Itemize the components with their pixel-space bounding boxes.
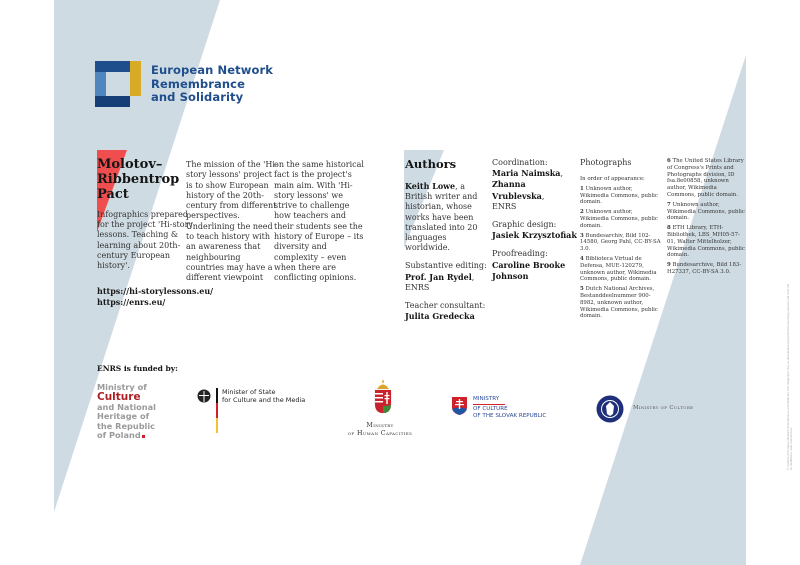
sk-line-1: MINISTRY [473, 396, 500, 402]
mission-text-col-2: on the same historical fact is the project's main aim. With 'Hi-story lessons' we strive to challenge how teachers and their students see the history of Europe – its diversity and complexity – even when there are conflicting opinions. [274, 160, 364, 283]
photographs-intro: In order of appearance: [580, 176, 645, 182]
slovakia-ministry-text [473, 396, 546, 420]
design-label: Graphic design: [492, 220, 557, 230]
hungarian-coat-of-arms-icon [374, 380, 392, 414]
photographs-section-continued [667, 158, 747, 279]
pl-red-dot-icon [142, 435, 145, 438]
photo-credit-text: Unknown author, Wikimedia Commons, public domain. [667, 201, 745, 222]
teacher-label: Teacher consultant: [405, 301, 486, 311]
editing-label: Substantive editing: [405, 261, 487, 271]
pl-line-3: and National [97, 402, 156, 413]
sk-line-3: OF THE SLOVAK REPUBLIC [473, 412, 547, 419]
funded-by-label: ENRS is funded by: [97, 364, 178, 373]
credits-section [492, 158, 577, 282]
romania-ministry-text: Ministry of Culture [633, 405, 694, 411]
author-entry [405, 181, 490, 253]
pl-line-1: Ministry of [97, 382, 147, 392]
logo-line-2: Remembrance [151, 76, 245, 91]
photo-credit-text: The United States Library of Congress's Prints and Photographs division, ID fsa.8e00858, unknown author, Wikimedia Commons, public domain. [667, 158, 744, 198]
teacher-name: Julita Gredecka [405, 311, 475, 322]
photo-credit-number: 5 [580, 286, 584, 293]
photo-credit [667, 225, 747, 259]
photographs-heading: Photographs [580, 158, 632, 167]
slovakia-ministry-logo [452, 396, 592, 422]
teacher-entry [405, 301, 490, 322]
pl-line-5: the Republic [97, 420, 156, 431]
copyright-notice: © Institute of European Network Remembrance and Solidarity. This infographic may be downloaded and printed for teaching purposes and must not be modified or used commercially. [787, 283, 793, 470]
author-description: , a British writer and historian, whose works have been translated into 20 languages worldwide. [405, 182, 478, 253]
photo-credit-number: 2 [580, 209, 584, 216]
sk-line-2: OF CULTURE [473, 405, 508, 412]
photo-credit [580, 256, 662, 283]
photo-credit-text: Biblioteca Virtual de Defensa, MUE-120279, unknown author, Wikimedia Commons, public domain. [580, 255, 657, 283]
photo-credit-number: 4 [580, 255, 584, 262]
editing-name: Prof. Jan Rydel [405, 271, 472, 282]
proofreading-entry [492, 249, 577, 282]
hu-line-1: Ministry [366, 422, 394, 429]
title-block [97, 157, 193, 271]
photo-credit-text: Unknown author, Wikimedia Commons, public domain. [580, 185, 658, 206]
romania-ministry-logo [596, 395, 726, 425]
proofreading-label: Proofreading: [492, 249, 548, 259]
pl-line-4: Heritage of [97, 411, 150, 422]
photo-credit [580, 286, 662, 320]
photo-credit-number: 6 [667, 158, 671, 164]
authors-section [405, 157, 490, 322]
title-line-3: Pact [97, 187, 129, 202]
hungary-ministry-text [330, 422, 430, 438]
author-name: Keith Lowe [405, 181, 456, 191]
links [97, 286, 213, 307]
slovak-coat-of-arms-icon [452, 397, 467, 415]
enrs-logo-text [151, 64, 273, 105]
photo-credit [580, 233, 662, 253]
design-name: Jasiek Krzysztofiak [492, 230, 577, 241]
photo-credit [667, 202, 747, 222]
enrs-logo-mark-icon [95, 61, 141, 107]
photo-credit-number: 8 [667, 225, 671, 232]
photo-credit-text: Dutch National Archives, Bestanddeelnummer 900-8982, unknown author, Wikimedia Commons, public domain. [580, 286, 658, 320]
photo-credit-text: Bundesarchive, Bild 183-H27337, CC-BY-SA 3.0. [667, 262, 742, 275]
photographs-section [580, 158, 662, 323]
title-subtitle: Infographics prepared for the project 'Hi-story lessons. Teaching & learning about 20th-century European history'. [97, 210, 193, 271]
germany-ministry-text [222, 388, 305, 405]
photo-credit-text: Bundesarchiv, Bild 102-14580, Georg Pahl, CC-BY-SA 3.0. [580, 232, 661, 253]
page-title [97, 157, 193, 202]
logo-line-1: European Network [151, 63, 273, 77]
photo-credit [667, 158, 747, 199]
hungary-ministry-logo [330, 380, 430, 440]
romanian-government-seal-icon [596, 395, 624, 423]
coordination-label: Coordination: [492, 158, 548, 167]
proofreading-name: Caroline Brooke Johnson [492, 259, 566, 281]
mission-text-col-1: The mission of the 'Hi-story lessons' project is to show European history of the 20th-century from different perspectives. Underlining the need to teach history with an awareness that neighbouring countries may have a different viewpoint [186, 160, 278, 283]
german-eagle-icon [197, 389, 211, 404]
editing-entry [405, 261, 490, 293]
coordination-org: ENRS [492, 201, 517, 211]
authors-heading: Authors [405, 157, 457, 171]
logo-line-3: and Solidarity [151, 90, 244, 104]
photo-credit-text: Unknown author, Wikimedia Commons, public domain. [580, 209, 658, 229]
photo-credit-number: 3 [580, 232, 584, 239]
coordination-entry: Coordination: Maria Naimska, Zhanna Vrublevska, ENRS [492, 158, 577, 212]
photo-credit [667, 262, 747, 276]
coordination-name-1: Maria Naimska [492, 168, 561, 179]
enrs-logo [95, 61, 305, 107]
editing-org: , ENRS [405, 272, 475, 292]
photo-credit [580, 186, 662, 206]
pl-line-6: of Poland [97, 429, 141, 440]
link-enrs[interactable]: https://enrs.eu/ [97, 296, 166, 307]
title-line-1: Molotov– [97, 157, 163, 172]
coordination-name-2: Zhanna Vrublevska [492, 179, 542, 201]
germany-ministry-logo [197, 388, 327, 434]
pl-line-2: Culture [97, 391, 141, 404]
poland-ministry-logo [97, 383, 156, 440]
sk-red-rule [473, 404, 505, 405]
photo-credit [580, 209, 662, 229]
photo-credit-number: 1 [580, 185, 584, 192]
hu-line-2: of Human Capacities [347, 430, 413, 437]
photo-credit-number: 9 [667, 262, 671, 269]
title-line-2: Ribbentrop [97, 172, 180, 187]
german-flag-bar-icon [216, 388, 218, 433]
photo-credit-text: ETH Library, ETH-Bibliothek, LBS_MH05-57-01, Walter Mittelholzer, Wikimedia Commons, public domain. [667, 225, 745, 259]
de-line-1: Minister of State [222, 388, 276, 396]
de-line-2: for Culture and the Media [222, 396, 306, 405]
design-entry [492, 220, 577, 241]
link-hi-storylessons[interactable]: https://hi-storylessons.eu/ [97, 286, 214, 296]
photo-credit-number: 7 [667, 201, 671, 208]
